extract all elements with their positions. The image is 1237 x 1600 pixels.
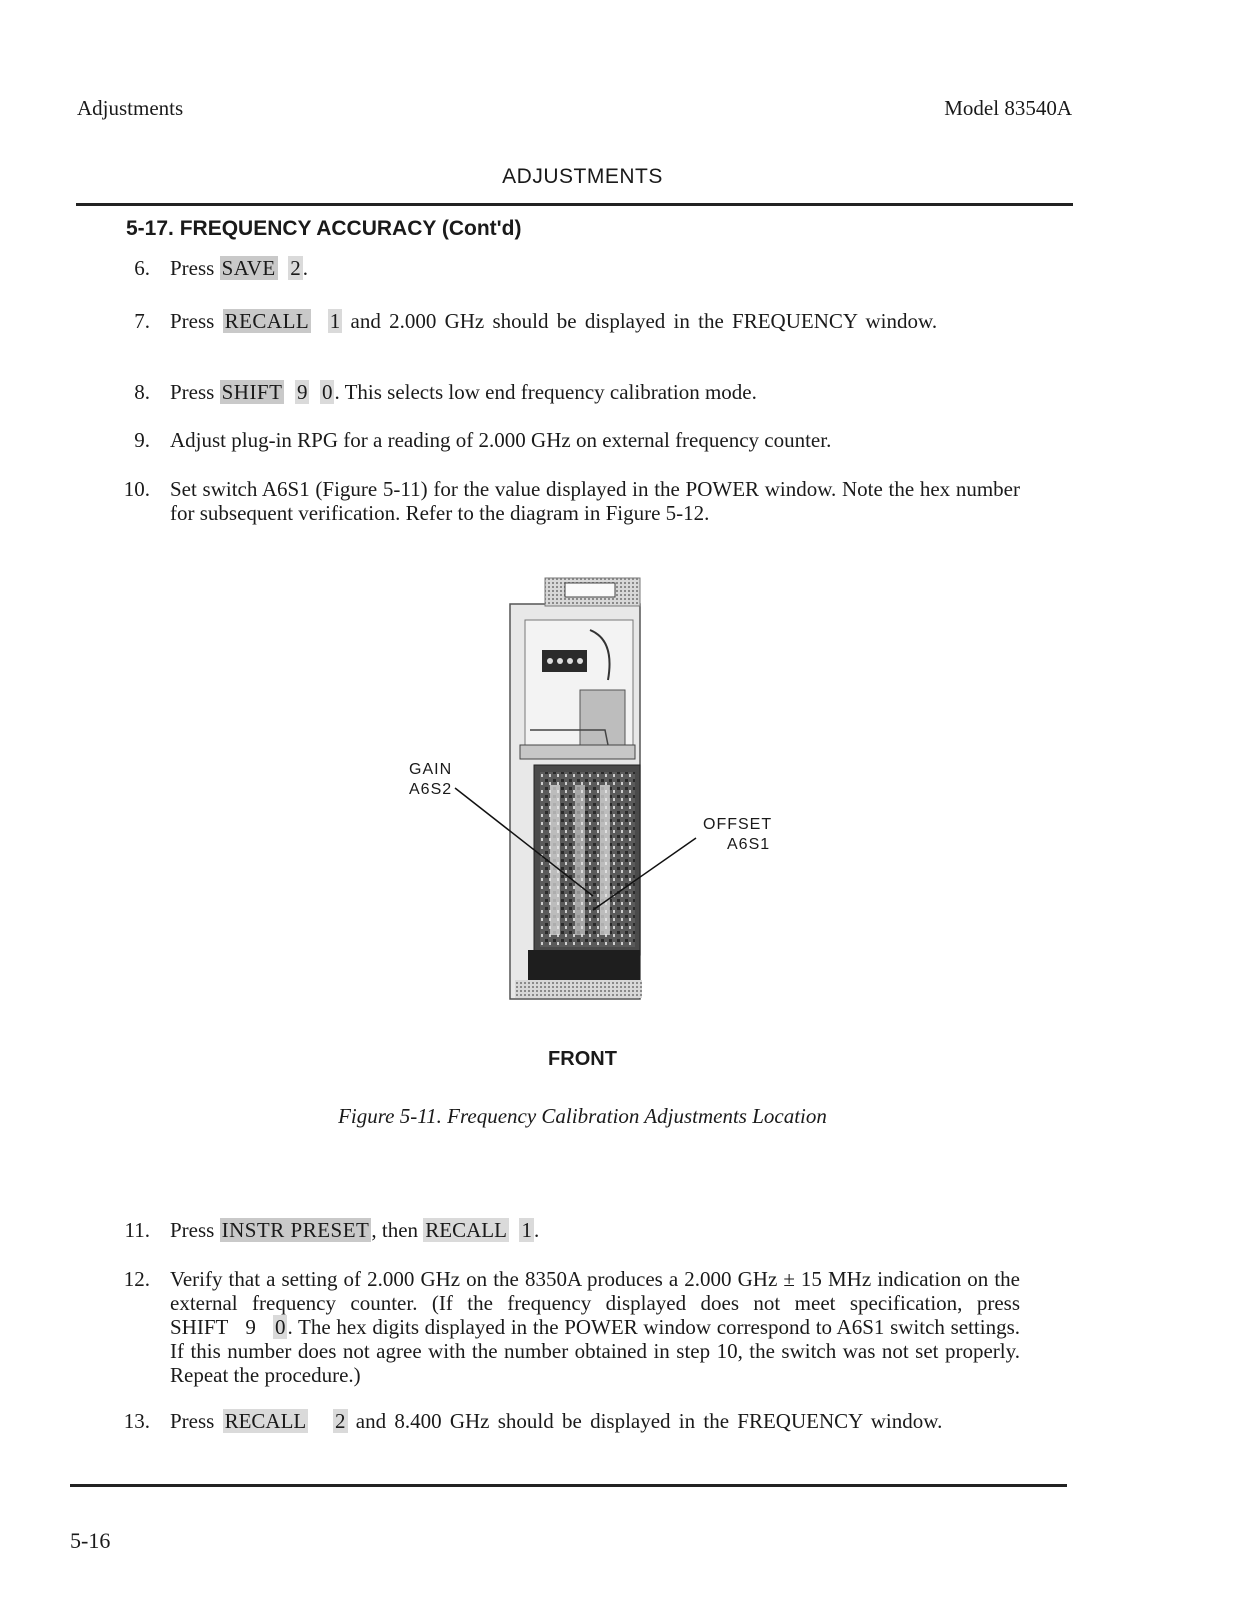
step-text: . The hex digits displayed in the POWER window correspond to A6S1 switch settings. If this number does not agree with the number obtained in step 10, the switch was not set properly. Repeat the procedure.): [170, 1315, 1021, 1387]
key-2: 2: [335, 1409, 346, 1433]
footer-rule: [70, 1484, 1067, 1487]
running-header-left: Adjustments: [77, 96, 184, 120]
step-text: and 2.000 GHz should be displayed in the FREQUENCY window.: [342, 309, 938, 333]
section-heading: 5-17. FREQUENCY ACCURACY (Cont'd): [126, 217, 522, 240]
running-header-right: Model 83540A: [944, 96, 1072, 120]
step-text: . This selects low end frequency calibration mode.: [334, 380, 757, 404]
step-number: 11.: [124, 1218, 150, 1242]
gain-label: GAIN: [409, 761, 453, 778]
key-1: 1: [329, 309, 341, 333]
step-10: Set switch A6S1 (Figure 5-11) for the value displayed in the POWER window. Note the hex number for subsequent verification. Refer to the diagram in Figure 5-12.: [170, 477, 1020, 525]
figure-caption: Figure 5-11. Frequency Calibration Adjustments Location: [338, 1104, 827, 1128]
step-text: , then: [371, 1218, 424, 1242]
key-9: 9: [245, 1315, 256, 1339]
step-number: 7.: [134, 309, 150, 333]
step-text: Press: [170, 380, 220, 404]
step-13: [170, 1409, 1020, 1433]
offset-ref: A6S1: [727, 836, 771, 853]
step-text: Press: [170, 1409, 223, 1433]
step-number: 8.: [134, 380, 150, 404]
header-rule: [76, 203, 1073, 206]
gain-ref: A6S2: [409, 781, 453, 798]
step-text: Press: [170, 1218, 220, 1242]
adjustments-location-figure: [400, 570, 800, 1010]
step-number: 6.: [134, 256, 150, 280]
step-text: Press: [170, 256, 220, 280]
key-1: 1: [521, 1218, 532, 1242]
key-recall: RECALL: [224, 1409, 307, 1433]
key-shift: SHIFT: [170, 1315, 229, 1339]
step-6: [170, 256, 1020, 280]
step-number: 10.: [123, 477, 150, 501]
page-number: 5-16: [70, 1528, 111, 1553]
step-number: 12.: [123, 1267, 150, 1291]
key-9: 9: [296, 380, 308, 404]
key-0: 0: [274, 1315, 286, 1339]
key-save: SAVE: [221, 256, 276, 280]
instrument-photo: [510, 578, 642, 999]
step-7: [170, 309, 1020, 333]
step-8: [170, 380, 1020, 404]
step-text: and 8.400 GHz should be displayed in the FREQUENCY window.: [347, 1409, 943, 1433]
key-instr-preset: INSTR PRESET: [221, 1218, 370, 1242]
front-label: FRONT: [548, 1048, 617, 1070]
key-shift: SHIFT: [221, 380, 283, 404]
key-2: 2: [290, 256, 301, 280]
step-number: 9.: [134, 428, 150, 452]
key-0: 0: [321, 380, 333, 404]
step-12: [170, 1267, 1020, 1387]
step-text: .: [533, 1218, 540, 1242]
key-recall: RECALL: [425, 1218, 507, 1242]
offset-label: OFFSET: [703, 816, 773, 833]
step-number: 13.: [123, 1409, 150, 1433]
step-9: Adjust plug-in RPG for a reading of 2.000 GHz on external frequency counter.: [170, 428, 832, 452]
key-recall: RECALL: [224, 309, 310, 333]
step-text: .: [302, 256, 308, 280]
page-title: ADJUSTMENTS: [502, 165, 663, 188]
step-text: Verify that a setting of 2.000 GHz on the 8350A produces a 2.000 GHz ± 15 MHz indication on the external frequency counter. (If the frequency displayed does not meet specification, press: [170, 1267, 1020, 1315]
step-text: Press: [170, 309, 223, 333]
step-11: [170, 1218, 1020, 1242]
